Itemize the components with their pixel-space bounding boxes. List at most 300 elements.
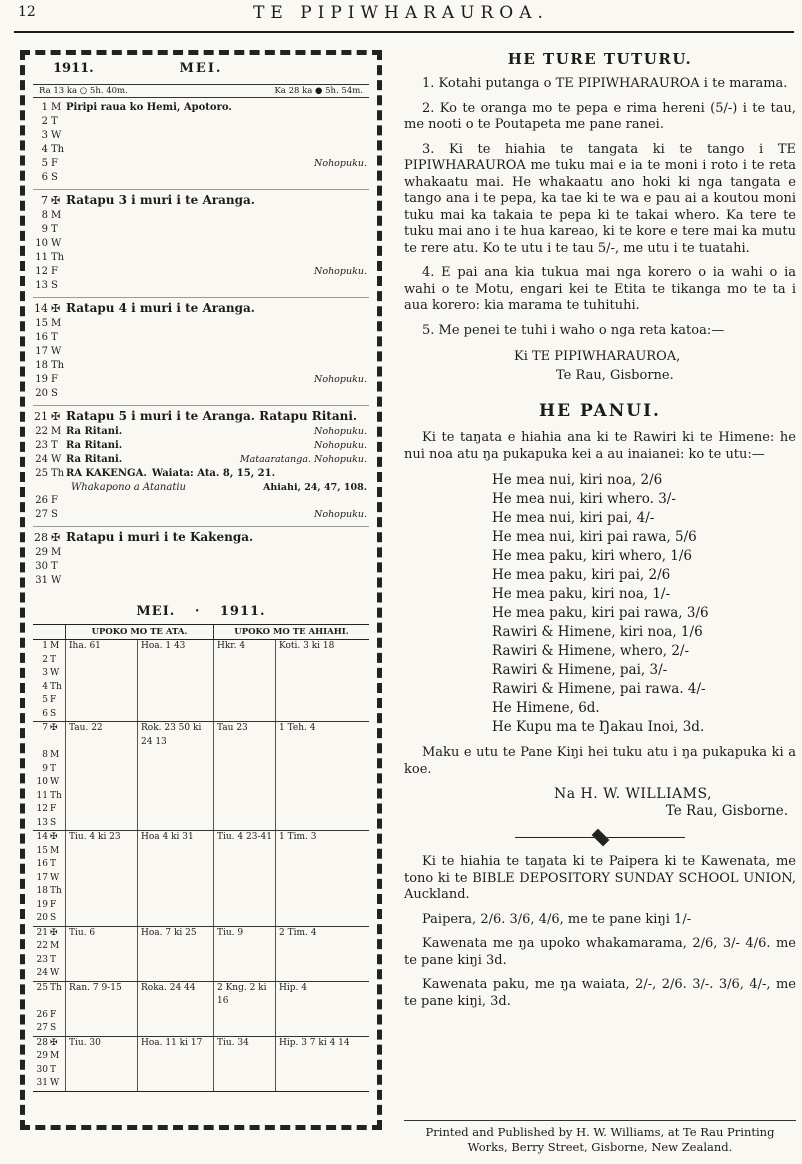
price-item: Rawiri & Himene, pai rawa. 4/-: [492, 681, 706, 697]
lesson-cell: [65, 790, 137, 804]
day-letter: W: [51, 130, 62, 141]
lesson-cell: [213, 817, 275, 831]
lectionary-table: [33, 624, 369, 1092]
calendar-day-row: [33, 251, 369, 265]
day-entry: [66, 209, 369, 223]
day-letter: M: [51, 426, 62, 437]
day-entry: [66, 101, 369, 115]
price-item: Rawiri & Himene, whero, 2/-: [492, 643, 690, 659]
day-number: [33, 481, 48, 494]
day-letter: S: [51, 509, 58, 520]
calendar-day-row: [33, 387, 369, 401]
day-number: 25: [36, 982, 48, 993]
lesson-cell: [137, 845, 213, 859]
day-letter: F: [50, 899, 57, 910]
day-entry: [66, 192, 369, 209]
column-header-evening: UPOKO MO TE AHIAHI.: [213, 625, 369, 639]
lectionary-row: [33, 954, 369, 968]
day-letter: ✠: [51, 410, 61, 423]
lesson-cell: [213, 885, 275, 899]
day-number: 9: [41, 224, 48, 235]
lectionary-row: [33, 694, 369, 708]
lesson-cell: [137, 803, 213, 817]
imprint-text: Printed and Published by H. W. Williams, at Te Rau Printing Works, Berry Street, Gisborne, New Zealand.: [425, 1125, 775, 1154]
day-number: 15: [36, 845, 48, 856]
day-number: 21: [36, 927, 48, 938]
lesson-cell: [275, 667, 369, 681]
lectionary-row: [33, 640, 369, 654]
day-entry: [66, 574, 369, 588]
day-letter: M: [50, 941, 60, 951]
calendar-day-row: [33, 546, 369, 560]
day-letter: M: [50, 845, 60, 856]
lectionary-rows: [33, 640, 369, 1091]
day-entry: [66, 157, 369, 171]
lectionary-header: [33, 625, 369, 640]
day-letter: S: [50, 913, 57, 923]
notice-heading: HE PANUI.: [539, 401, 661, 421]
calendar-day-row: [33, 331, 369, 345]
day-letter: T: [50, 654, 57, 665]
lesson-cell: [65, 1050, 137, 1064]
price-item: He mea nui, kiri pai rawa, 5/6: [492, 529, 697, 545]
day-number: 13: [36, 817, 48, 828]
day-letter: W: [50, 777, 60, 787]
price-list: [492, 471, 796, 737]
day-number: 29: [35, 547, 48, 558]
signature-name: Na H. W. WILLIAMS,: [554, 786, 713, 802]
day-number: 6: [41, 172, 48, 183]
lectionary-row: [33, 912, 369, 926]
lesson-cell: [137, 763, 213, 777]
day-letter: M: [51, 210, 62, 221]
day-letter: S: [51, 172, 58, 183]
masthead-title: TE PIPIWHARAUROA.: [253, 3, 549, 23]
lesson-cell: Hoa. 11 ki 17: [137, 1037, 213, 1051]
day-letter: ✠: [51, 302, 61, 315]
lesson-cell: [213, 899, 275, 913]
lesson-cell: Tau. 22: [65, 722, 137, 749]
day-number: 12: [36, 804, 48, 814]
lesson-cell: [275, 790, 369, 804]
lesson-cell: [275, 681, 369, 695]
feast-name: Piripi raua ko Hemi, Apotoro.: [66, 102, 232, 113]
rule-paragraph: 1. Kotahi putanga o TE PIPIWHARAUROA i te marama.: [422, 76, 788, 91]
lesson-cell: [275, 940, 369, 954]
lesson-cell: [213, 803, 275, 817]
divider-line-right: [607, 837, 686, 838]
lesson-cell: Tau 23: [213, 722, 275, 749]
feast-name: RA KAKENGA.: [66, 468, 147, 479]
day-letter: T: [51, 332, 58, 343]
lectionary-row: [33, 1077, 369, 1091]
day-number: 3: [42, 668, 48, 678]
lesson-cell: [275, 763, 369, 777]
feast-name: Ratapu 5 i muri i te Aranga. Ratapu Ritani.: [66, 409, 358, 423]
calendar-day-row: [33, 467, 369, 481]
lesson-cell: [213, 1022, 275, 1036]
page-number: 12: [18, 4, 36, 20]
lesson-cell: [65, 954, 137, 968]
lesson-cell: [65, 654, 137, 668]
lectionary-row: [33, 708, 369, 722]
day-number: 16: [36, 859, 48, 869]
lesson-cell: [275, 1064, 369, 1078]
day-entry: [66, 359, 369, 373]
lesson-cell: [275, 872, 369, 886]
lesson-cell: Hoa. 7 ki 25: [137, 927, 213, 941]
psalm-note: Ahiahi, 24, 47, 108.: [263, 482, 367, 493]
lesson-cell: [65, 858, 137, 872]
lesson-cell: 2 Kng. 2 ki 16: [213, 982, 275, 1009]
lectionary-row: [33, 776, 369, 790]
day-number: 22: [36, 941, 48, 951]
entry-text: Waiata: Ata. 8, 15, 21.: [151, 468, 276, 479]
lesson-cell: [65, 694, 137, 708]
day-letter: Th: [51, 360, 65, 371]
day-entry: [66, 143, 369, 157]
lesson-cell: [65, 776, 137, 790]
day-number: 24: [35, 454, 48, 465]
day-letter: W: [51, 575, 62, 586]
day-entry: [66, 279, 369, 293]
lesson-cell: [65, 967, 137, 981]
lesson-cell: [137, 967, 213, 981]
day-number: 4: [42, 681, 48, 692]
day-letter: T: [50, 859, 57, 869]
day-number: 5: [42, 695, 48, 705]
lesson-cell: [213, 940, 275, 954]
calendar-month: MEI.: [179, 61, 223, 76]
day-letter: T: [51, 224, 58, 235]
lectionary-row: [33, 845, 369, 859]
day-entry: [66, 373, 369, 387]
day-entry: [66, 129, 369, 143]
day-letter: T: [51, 561, 58, 572]
lesson-cell: Tiu. 34: [213, 1037, 275, 1051]
calendar-day-row: [33, 265, 369, 279]
lesson-cell: [213, 694, 275, 708]
price-item: Rawiri & Himene, kiri noa, 1/6: [492, 624, 703, 640]
divider-line-left: [515, 837, 594, 838]
day-letter: W: [50, 1078, 60, 1088]
fast-note: Nohopuku.: [314, 374, 367, 385]
address-line: Te Rau, Gisborne.: [556, 368, 674, 383]
day-letter: ✠: [50, 832, 58, 842]
lesson-cell: [65, 872, 137, 886]
day-letter: F: [50, 695, 57, 705]
day-number: 19: [35, 374, 48, 385]
day-letter: T: [50, 763, 57, 774]
lesson-cell: Hoa. 1 43: [137, 640, 213, 654]
day-number: 14: [36, 832, 48, 842]
fast-note: Nohopuku.: [314, 440, 367, 451]
day-number: 13: [35, 280, 48, 291]
day-number: 26: [35, 495, 48, 506]
lectionary-row: [33, 667, 369, 681]
day-letter: M: [51, 102, 62, 113]
lesson-cell: [65, 667, 137, 681]
lesson-cell: Rok. 23 50 ki 24 13: [137, 722, 213, 749]
day-letter: W: [50, 968, 60, 978]
lesson-cell: Hip. 4: [275, 982, 369, 1009]
calendar-day-row: [33, 439, 369, 453]
calendar-day-row: [33, 560, 369, 574]
day-number: 30: [36, 1064, 48, 1075]
calendar-day-row: [33, 189, 369, 209]
lesson-cell: [213, 790, 275, 804]
day-entry: [66, 494, 369, 508]
lesson-cell: Ran. 7 9-15: [65, 982, 137, 1009]
lesson-cell: [213, 967, 275, 981]
lesson-cell: [275, 654, 369, 668]
day-number: 27: [35, 509, 48, 520]
price-item: He Himene, 6d.: [492, 700, 600, 716]
day-entry: [66, 529, 369, 546]
lesson-cell: [275, 1077, 369, 1091]
lesson-cell: [65, 817, 137, 831]
day-number: 1: [41, 102, 48, 113]
lesson-cell: [275, 817, 369, 831]
feast-name: Ratapu 4 i muri i te Aranga.: [66, 301, 255, 315]
day-number: 18: [35, 360, 48, 371]
lesson-cell: [213, 1050, 275, 1064]
calendar-day-row: [33, 209, 369, 223]
calendar-day-row: [33, 526, 369, 546]
ture-paragraphs: [404, 76, 796, 339]
price-item: He Kupu ma te Ŋakau Inoi, 3d.: [492, 719, 705, 735]
masthead-rule: [14, 31, 794, 33]
calendar-day-row: [33, 129, 369, 143]
rule-paragraph: 4. E pai ana kia tukua mai nga korero o ia wahi o ia wahi o te Motu, engari kei te Etita te tikanga mo te ta i aua korero: kia marama te tuhituhi.: [404, 265, 796, 313]
lesson-cell: [275, 776, 369, 790]
lesson-cell: 2 Tim. 4: [275, 927, 369, 941]
calendar-rows: [33, 101, 369, 588]
lesson-cell: [137, 817, 213, 831]
day-letter: W: [51, 238, 62, 249]
moon-phase-full: Ra 13 ka ○ 5h. 40m.: [39, 86, 128, 96]
day-entry: [66, 387, 369, 401]
day-letter: F: [51, 374, 58, 385]
lesson-cell: [275, 967, 369, 981]
day-number: 12: [35, 266, 48, 277]
lesson-cell: Koti. 3 ki 18: [275, 640, 369, 654]
day-entry: [66, 237, 369, 251]
lesson-cell: [65, 1077, 137, 1091]
lesson-cell: [65, 681, 137, 695]
day-number: 8: [42, 750, 48, 760]
lectionary-row: [33, 885, 369, 899]
entry-text: Whakapono a Atanatiu: [71, 482, 186, 493]
lectionary-row: [33, 681, 369, 695]
lesson-cell: [275, 749, 369, 763]
day-number: 20: [35, 388, 48, 399]
feast-name: Ra Ritani.: [66, 440, 123, 451]
day-letter: F: [50, 1009, 57, 1020]
day-letter: M: [50, 641, 60, 651]
lesson-cell: [137, 708, 213, 722]
day-number: 9: [42, 763, 48, 774]
day-number: 11: [36, 790, 48, 801]
fast-note: Nohopuku.: [314, 426, 367, 437]
price-item: He mea nui, kiri noa, 2/6: [492, 472, 663, 488]
lesson-cell: [275, 845, 369, 859]
lectionary-row: [33, 817, 369, 831]
day-letter: T: [51, 116, 58, 127]
calendar-day-row: [33, 237, 369, 251]
lesson-cell: [65, 1022, 137, 1036]
lectionary-row: [33, 749, 369, 763]
price-item: Rawiri & Himene, pai, 3/-: [492, 662, 668, 678]
day-number: 25: [35, 468, 48, 479]
calendar-header: [33, 61, 369, 79]
day-entry: [66, 453, 369, 467]
day-entry: [66, 439, 369, 453]
lesson-cell: [137, 1064, 213, 1078]
lesson-cell: [137, 954, 213, 968]
calendar-day-row: [33, 425, 369, 439]
price-paragraph: Kawenata me ŋa upoko whakamarama, 2/6, 3/- 4/6. me te pane kiŋi 3d.: [404, 936, 796, 968]
day-number: 17: [35, 346, 48, 357]
calendar-year: 1911.: [53, 61, 94, 76]
lesson-cell: [137, 1050, 213, 1064]
lectionary-row: [33, 967, 369, 981]
price-item: He mea paku, kiri pai, 2/6: [492, 567, 671, 583]
day-number: 18: [36, 886, 48, 896]
day-letter: S: [50, 708, 57, 719]
lectionary-row: [33, 830, 369, 845]
day-number: 10: [35, 238, 48, 249]
lectionary-row: [33, 872, 369, 886]
day-number: 19: [36, 899, 48, 910]
day-number: 24: [36, 968, 48, 978]
calendar-day-row: [33, 317, 369, 331]
lesson-cell: Tiu. 30: [65, 1037, 137, 1051]
day-entry: [66, 345, 369, 359]
day-letter: Th: [51, 144, 65, 155]
lesson-cell: Tiu. 4 23-41: [213, 831, 275, 845]
section-divider: [515, 833, 685, 842]
feast-name: Ra Ritani.: [66, 426, 123, 437]
address-block: [514, 347, 796, 385]
lesson-cell: [213, 1077, 275, 1091]
day-letter: F: [51, 266, 58, 277]
lesson-cell: [137, 790, 213, 804]
fast-note: Nohopuku.: [314, 158, 367, 169]
lesson-cell: [137, 776, 213, 790]
lesson-cell: [65, 885, 137, 899]
lesson-cell: Tiu. 9: [213, 927, 275, 941]
day-number: 14: [34, 302, 48, 315]
lesson-cell: [137, 749, 213, 763]
calendar-day-row: [33, 223, 369, 237]
bible-paragraph: Ki te hiahia te taŋata ki te Paipera ki te Kawenata, me tono ki te BIBLE DEPOSITORY SUNDAY SCHOOL UNION, Auckland.: [404, 854, 796, 902]
day-entry: [66, 265, 369, 279]
day-number: 27: [36, 1023, 48, 1033]
day-entry: [66, 425, 369, 439]
lesson-cell: [213, 708, 275, 722]
header-date-spacer: [33, 625, 65, 639]
lesson-cell: Tiu. 4 ki 23: [65, 831, 137, 845]
lesson-cell: [275, 694, 369, 708]
day-letter: Th: [51, 468, 65, 479]
right-column: [404, 48, 796, 1018]
lesson-cell: [137, 694, 213, 708]
imprint: [404, 1120, 796, 1154]
lesson-cell: [65, 763, 137, 777]
calendar-day-row: [33, 453, 369, 467]
day-letter: M: [51, 547, 62, 558]
day-number: 15: [35, 318, 48, 329]
lectionary-row: [33, 1022, 369, 1036]
lesson-cell: [275, 954, 369, 968]
lesson-cell: Tiu. 6: [65, 927, 137, 941]
lectionary-row: [33, 654, 369, 668]
lesson-cell: [137, 1077, 213, 1091]
lectionary-row: [33, 1064, 369, 1078]
day-number: 5: [41, 158, 48, 169]
day-entry: [66, 317, 369, 331]
lesson-cell: [137, 858, 213, 872]
day-letter: F: [50, 804, 57, 814]
day-entry: [66, 546, 369, 560]
bible-price-paragraphs: [404, 912, 796, 1011]
divider-diamond-icon: [591, 829, 609, 847]
day-letter: Th: [50, 982, 62, 993]
day-entry: [66, 115, 369, 129]
price-item: He mea paku, kiri whero, 1/6: [492, 548, 693, 564]
calendar-day-row: [33, 345, 369, 359]
calendar-day-row: [33, 359, 369, 373]
day-number: 29: [36, 1051, 48, 1061]
address-line: Ki TE PIPIWHARAUROA,: [514, 349, 681, 364]
day-number: 7: [42, 723, 48, 733]
lesson-cell: [137, 1022, 213, 1036]
lectionary-row: [33, 763, 369, 777]
day-number: 23: [35, 440, 48, 451]
lectionary-row: [33, 803, 369, 817]
lesson-cell: [213, 912, 275, 926]
day-number: 2: [42, 654, 48, 665]
lesson-cell: [65, 803, 137, 817]
lesson-cell: [213, 954, 275, 968]
day-letter: ✠: [51, 194, 61, 207]
lesson-cell: [213, 749, 275, 763]
lesson-cell: Hkr. 4: [213, 640, 275, 654]
day-letter: ✠: [50, 723, 58, 733]
rule-paragraph: 5. Me penei te tuhi i waho o nga reta katoa:—: [422, 322, 725, 338]
calendar-day-row: [33, 143, 369, 157]
day-number: 21: [34, 410, 48, 423]
fast-note: Mataaratanga. Nohopuku.: [239, 454, 367, 465]
lesson-cell: [275, 885, 369, 899]
lesson-cell: [65, 899, 137, 913]
lesson-cell: [213, 858, 275, 872]
lesson-cell: [213, 776, 275, 790]
day-number: 31: [36, 1078, 48, 1088]
lesson-cell: [65, 708, 137, 722]
price-item: He mea paku, kiri noa, 1/-: [492, 586, 671, 602]
day-number: 6: [42, 708, 48, 719]
day-number: 11: [35, 252, 48, 263]
lesson-cell: [213, 845, 275, 859]
lectionary-row: [33, 1050, 369, 1064]
lectionary-row: [33, 926, 369, 941]
lesson-cell: 1 Tim. 3: [275, 831, 369, 845]
day-letter: ✠: [50, 927, 58, 938]
day-number: 3: [41, 130, 48, 141]
fast-note: Nohopuku.: [314, 509, 367, 520]
